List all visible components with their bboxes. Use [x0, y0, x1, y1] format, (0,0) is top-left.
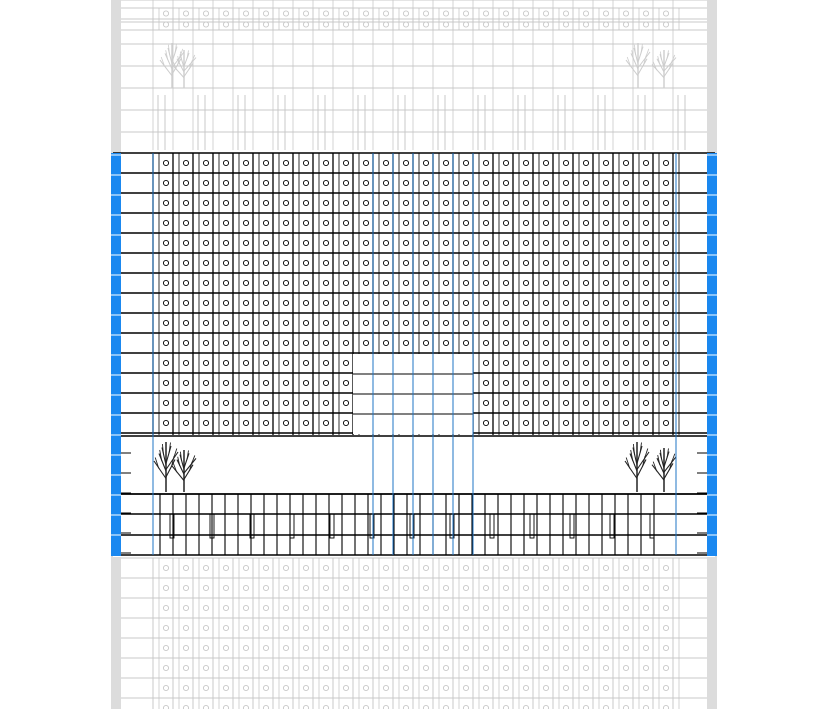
active-facade-level[interactable]	[113, 153, 715, 557]
ground-band	[121, 436, 707, 494]
